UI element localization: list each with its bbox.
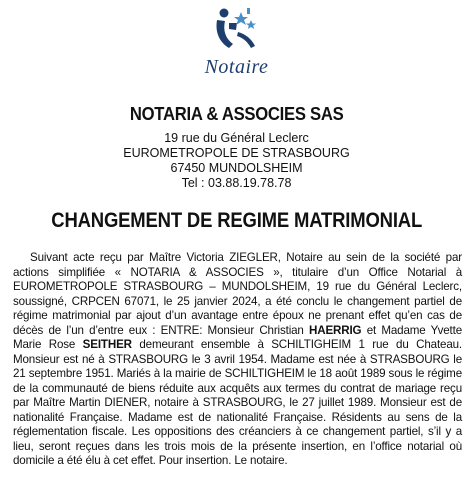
notice-headline <box>0 209 473 233</box>
spouse-name-1: HAERRIG <box>309 323 362 337</box>
notice-paragraph <box>13 251 462 469</box>
office-address-line2: EUROMETROPOLE DE STRASBOURG <box>123 146 350 160</box>
headline-text: CHANGEMENT DE REGIME MATRIMONIAL <box>51 209 422 232</box>
office-phone: Tel : 03.88.19.78.78 <box>181 176 292 190</box>
spouse-name-2: SEITHER <box>82 338 132 351</box>
office-address-line3: 67450 MUNDOLSHEIM <box>170 161 303 175</box>
notice-body <box>13 251 462 469</box>
body-text-part1: Suivant acte reçu par Maître Victoria ZIEGLER, Notaire au sein de la société par actions simplifiée « NOTARIA & ASSOCIES », titulaire d’un Office Notarial à EUROMETROPOLE STRASBOURG – MUNDOLSHEIM, 19 rue du Général Leclerc, soussigné, CRPCEN 67071, le 25 janvier 2024, a été conclu le changement partiel de régime matrimonial par ajout d’un avantage entre époux ne prenant effet qu’en cas de décès de l’un d’entre eux : ENTRE: Monsieur Christian <box>13 251 462 337</box>
office-address-line1: 19 rue du Général Leclerc <box>164 131 309 145</box>
body-text-part3: demeurant ensemble à SCHILTIGHEIM 1 rue du Chateau. Monsieur est né à STRASBOURG le 3 avril 1954. Madame est née à STRASBOURG le 21 septembre 1951. Mariés à la mairie de SCHILTIGHEIM le 18 août 1989 sous le régime de la communauté de biens réduite aux acquêts aux termes du contrat de mariage reçu par Maître Martin DIENER, notaire à STRASBOURG, le 27 juillet 1989. Monsieur est de nationalité Française. Madame est de nationalité Française. Résidents au sens de la réglementation fiscale. Les oppositions des créanciers à ce changement partiel, s’il y a lieu, seront reçues dans les trois mois de la présente insertion, en l’office notarial où domicile a été élu à cet effet. Pour insertion. Le notaire. <box>13 338 462 467</box>
notaire-logo <box>0 4 473 79</box>
notaire-emblem-icon <box>207 4 267 54</box>
office-name: NOTARIA & ASSOCIES SAS <box>129 103 344 124</box>
body-text-part2: et Madame Yvette Marie Rose <box>13 323 462 351</box>
logo-wordmark: Notaire <box>204 56 269 78</box>
office-block <box>0 103 473 191</box>
